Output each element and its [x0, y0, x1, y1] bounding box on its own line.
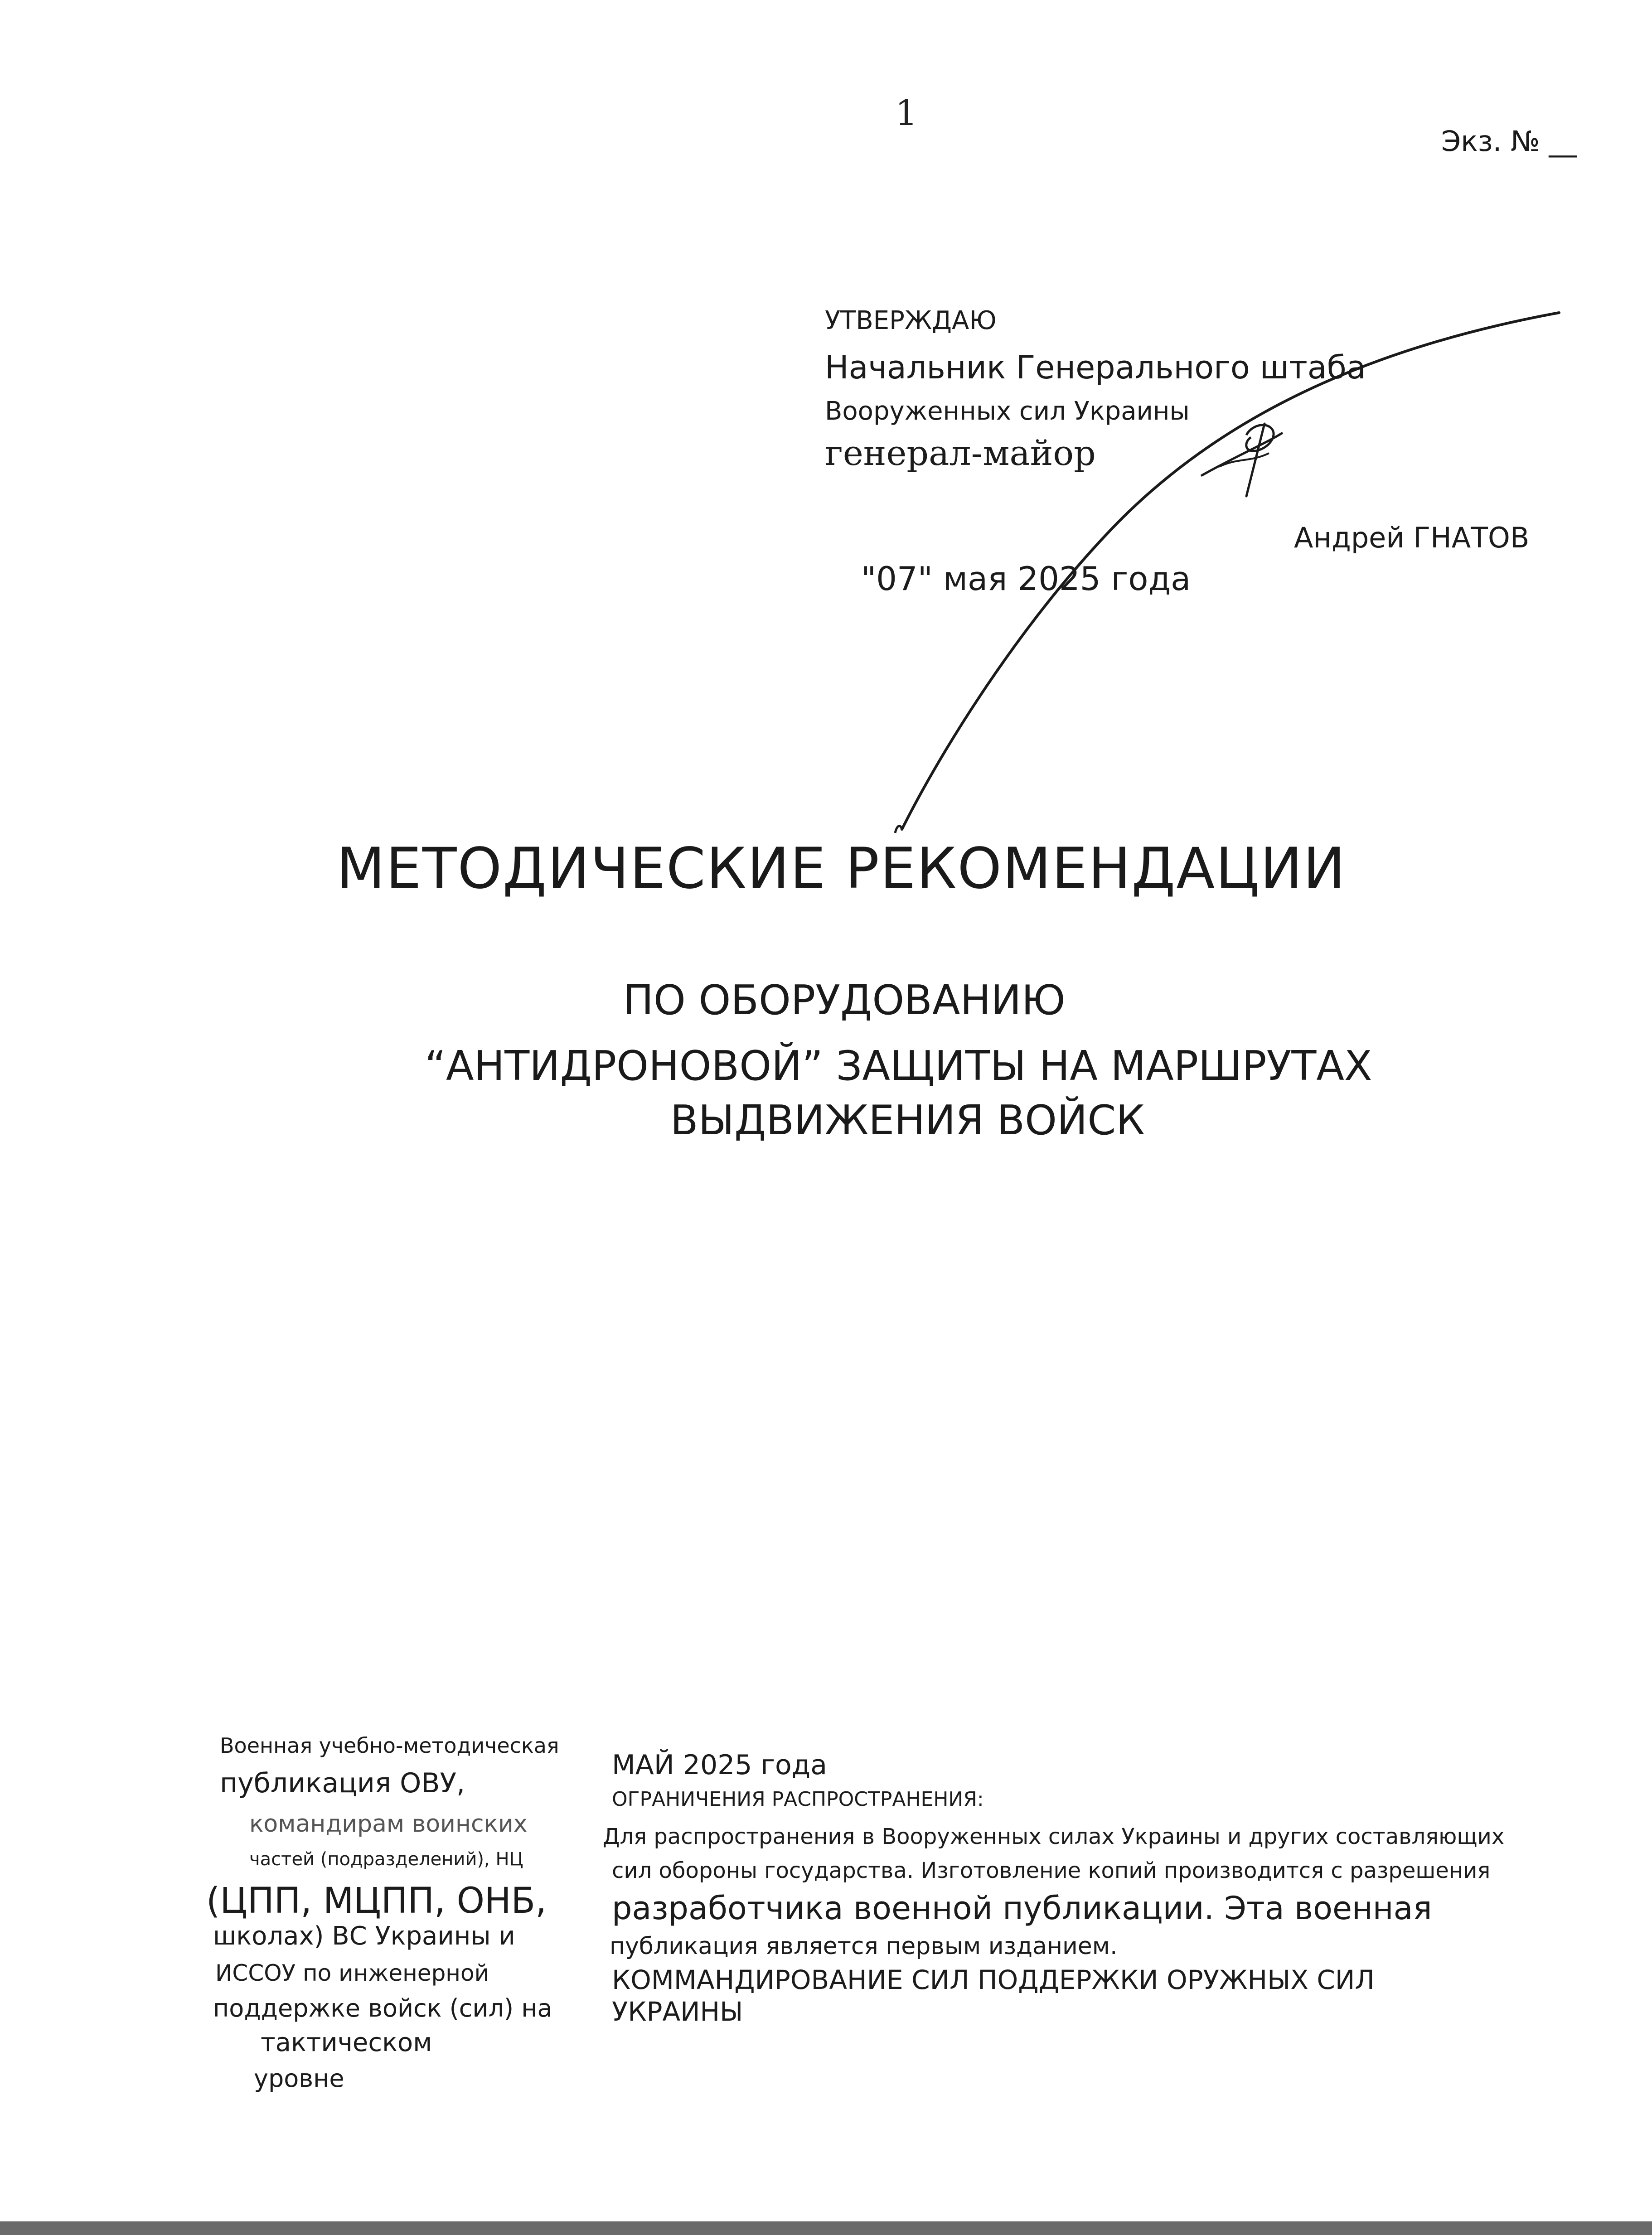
approval-title: УТВЕРЖДАЮ: [825, 306, 997, 335]
audience-line: частей (подразделений), НЦ: [249, 1849, 523, 1870]
approval-rank: генерал-майор: [825, 433, 1096, 473]
restrictions-line: Для распространения в Вооруженных силах Украины и других составляющих: [603, 1824, 1505, 1849]
issuing-command-line: УКРАИНЫ: [612, 1996, 743, 2027]
restrictions-line: разработчика военной публикации. Эта военная: [612, 1890, 1432, 1927]
audience-line: командирам воинских: [249, 1810, 528, 1838]
audience-line: тактическом: [261, 2028, 432, 2057]
handwritten-signature: [0, 0, 1652, 906]
approval-name: Андрей ГНАТОВ: [1294, 521, 1530, 554]
audience-line: публикация ОВУ,: [220, 1767, 465, 1799]
audience-line: Военная учебно-методическая: [220, 1733, 559, 1758]
issuing-command-line: КОММАНДИРОВАНИЕ СИЛ ПОДДЕРЖКИ ОРУЖНЫХ СИЛ: [612, 1964, 1375, 1995]
publication-date: МАЙ 2025 года: [612, 1749, 828, 1781]
approval-position-line1: Начальник Генерального штаба: [825, 349, 1366, 386]
audience-line: ИССОУ по инженерной: [215, 1960, 489, 1986]
document-subtitle-line2: “АНТИДРОНОВОЙ” ЗАЩИТЫ НА МАРШРУТАХ: [425, 1042, 1372, 1090]
scan-bottom-edge: [0, 2221, 1652, 2235]
document-title: МЕТОДИЧЕСКИЕ РЕКОМЕНДАЦИИ: [336, 836, 1346, 901]
document-subtitle-line1: ПО ОБОРУДОВАНИЮ: [623, 977, 1066, 1024]
audience-line: поддержке войск (сил) на: [213, 1994, 552, 2022]
page-number: 1: [895, 93, 918, 134]
audience-line: школах) ВС Украины и: [213, 1921, 515, 1951]
approval-date: "07" мая 2025 года: [861, 560, 1191, 598]
document-subtitle-line3: ВЫДВИЖЕНИЯ ВОЙСК: [670, 1097, 1145, 1144]
copy-number: Экз. № __: [1441, 125, 1577, 158]
audience-line: (ЦПП, МЦПП, ОНБ,: [206, 1881, 547, 1921]
restrictions-line: сил обороны государства. Изготовление копий производится с разрешения: [612, 1858, 1491, 1883]
restrictions-heading: ОГРАНИЧЕНИЯ РАСПРОСТРАНЕНИЯ:: [612, 1788, 984, 1811]
restrictions-line: публикация является первым изданием.: [610, 1933, 1118, 1960]
approval-position-line2: Вооруженных сил Украины: [825, 397, 1190, 426]
audience-line: уровне: [254, 2064, 344, 2093]
